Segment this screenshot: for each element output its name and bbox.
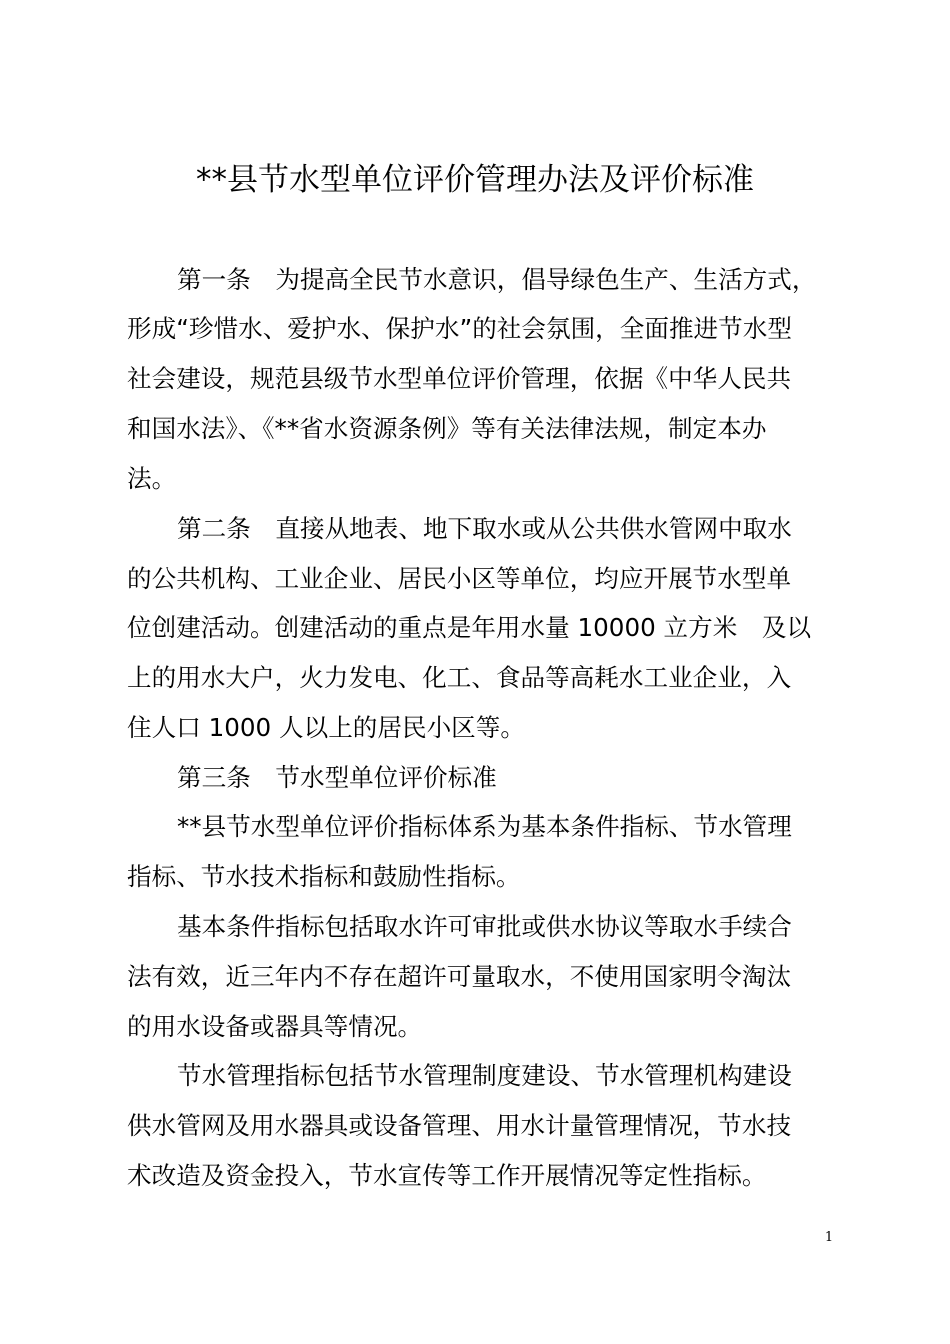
page-number: 1	[824, 1230, 834, 1245]
article-2-line-2: 的公共机构、工业企业、居民小区等单位，均应开展节水型单	[127, 564, 792, 593]
article-1-line-3: 社会建设，规范县级节水型单位评价管理，依据《中华人民共	[127, 364, 792, 393]
basic-conditions-line-3: 的用水设备或器具等情况。	[127, 1012, 423, 1041]
basic-conditions-line-2: 法有效，近三年内不存在超许可量取水，不使用国家明令淘汰	[127, 962, 792, 991]
management-index-line-2: 供水管网及用水器具或设备管理、用水计量管理情况，节水技	[127, 1111, 792, 1140]
article-2-line-1: 第二条 直接从地表、地下取水或从公共供水管网中取水	[177, 514, 792, 543]
management-index-line-1: 节水管理指标包括节水管理制度建设、节水管理机构建设	[177, 1061, 792, 1090]
basic-conditions-line-1: 基本条件指标包括取水许可审批或供水协议等取水手续合	[177, 912, 792, 941]
article-2-line-3: 位创建活动。创建活动的重点是年用水量 10000 立方米 及以	[127, 613, 812, 642]
article-1-line-2: 形成“珍惜水、爱护水、保护水”的社会氛围，全面推进节水型	[127, 314, 792, 343]
article-1-line-5: 法。	[127, 464, 177, 493]
article-1-line-4: 和国水法》、《**省水资源条例》等有关法律法规，制定本办	[127, 414, 767, 443]
article-3-heading: 第三条 节水型单位评价标准	[177, 763, 497, 792]
index-system-line-2: 指标、节水技术指标和鼓励性指标。	[127, 862, 521, 891]
index-system-line-1: **县节水型单位评价指标体系为基本条件指标、节水管理	[177, 812, 792, 841]
article-2-line-4: 上的用水大户，火力发电、化工、食品等高耗水工业企业，入	[127, 663, 792, 692]
article-2-line-5: 住人口 1000 人以上的居民小区等。	[127, 713, 525, 742]
management-index-line-3: 术改造及资金投入，节水宣传等工作开展情况等定性指标。	[127, 1161, 767, 1190]
document-title: **县节水型单位评价管理办法及评价标准	[196, 162, 754, 198]
article-1-line-1: 第一条 为提高全民节水意识，倡导绿色生产、生活方式，	[177, 265, 817, 294]
